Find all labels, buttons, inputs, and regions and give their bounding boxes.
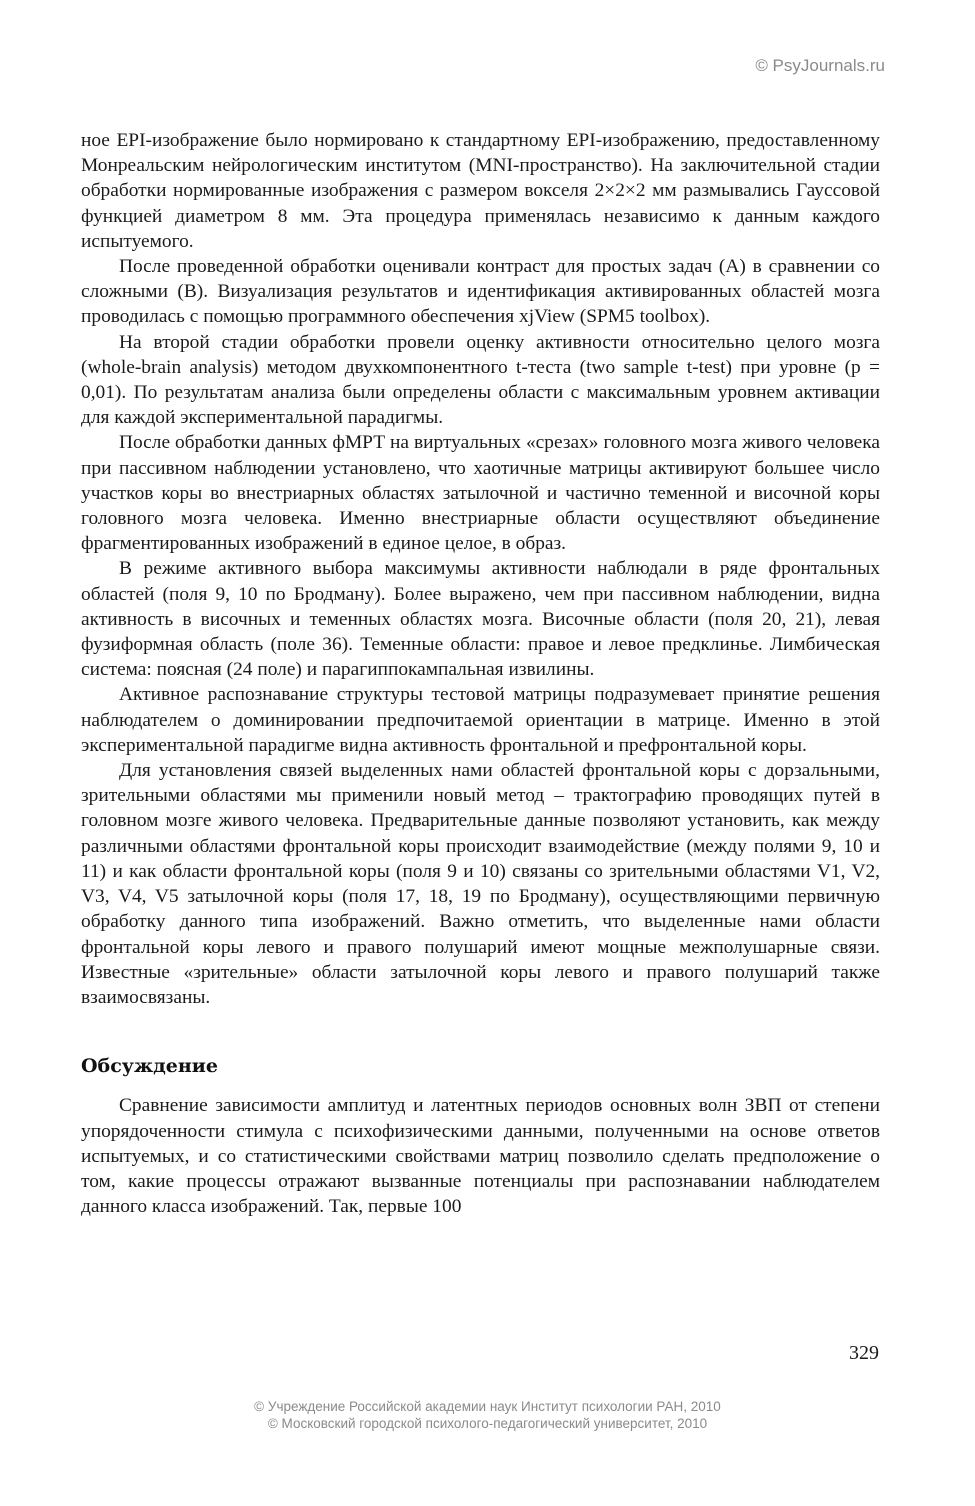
paragraph: После проведенной обработки оценивали контраст для простых задач (А) в сравнении со сложными (В). Визуализация результатов и идентификация активированных областей мозга проводилась с помощью программного обеспечения xjView (SPM5 toolbox). <box>81 256 880 328</box>
paragraph: Активное распознавание структуры тестовой матрицы подразумевает принятие решения наблюдателем о доминировании предпочитаемой ориентации в матрице. Именно в этой экспериментальной парадигме видна активность фронтальной и префронтальной коры. <box>81 684 880 756</box>
copyright-footer <box>0 1398 975 1432</box>
copyright-line-institute: © Учреждение Российской академии наук Институт психологии РАН, 2010 <box>254 1399 721 1414</box>
paragraph: После обработки данных фМРТ на виртуальных «срезах» головного мозга живого человека при пассивном наблюдении установлено, что хаотичные матрицы активируют большее число участков коры во внестриарных областях затылочной и частично теменной и височной коры головного мозга человека. Именно внестриарные области осуществляют объединение фрагментированных изображений в единое целое, в образ. <box>81 432 880 555</box>
article-body <box>81 128 880 1219</box>
psyjournals-watermark: © PsyJournals.ru <box>755 56 885 75</box>
paragraph: Сравнение зависимости амплитуд и латентных периодов основных волн ЗВП от степени упорядоченности стимула с психофизическими данными, полученными на основе ответов испытуемых, и со статистическими свойствами матриц позволило сделать предположение о том, какие процессы отражают вызванные потенциалы при распознавании наблюдателем данного класса изображений. Так, первые 100 <box>81 1095 880 1218</box>
paragraph: ное EPI-изображение было нормировано к стандартному EPI-изображению, предоставленному Монреальским нейрологическим институтом (MNI-пространство). На заключительной стадии обработки нормированные изображения с размером вокселя 2×2×2 мм размывались Гауссовой функцией диаметром 8 мм. Эта процедура применялась независимо к данным каждого испытуемого. <box>81 130 880 252</box>
section-heading-discussion: Обсуждение <box>81 1055 218 1078</box>
copyright-line-university: © Московский городской психолого-педагогический университет, 2010 <box>267 1416 708 1431</box>
page-number: 329 <box>849 1342 879 1364</box>
paragraph: Для установления связей выделенных нами областей фронтальной коры с дорзальными, зрительными областями мы применили новый метод – трактографию проводящих путей в головном мозге живого человека. Предварительные данные позволяют установить, как между различными областями фронтальной коры происходит взаимодействие (между полями 9, 10 и 11) и как области фронтальной коры (поля 9 и 10) связаны со зрительными областями V1, V2, V3, V4, V5 затылочной коры (поля 17, 18, 19 по Бродману), осуществляющими первичную обработку данного типа изображений. Важно отметить, что выделенные нами области фронтальной коры левого и правого полушарий имеют мощные межполушарные связи. Известные «зрительные» области затылочной коры левого и правого полушарий также взаимосвязаны. <box>81 760 880 1008</box>
paragraph: На второй стадии обработки провели оценку активности относительно целого мозга (whole-brain analysis) методом двухкомпонентного t-теста (two sample t-test) при уровне (p = 0,01). По результатам анализа были определены области с максимальным уровнем активации для каждой экспериментальной парадигмы. <box>81 331 880 429</box>
paragraph: В режиме активного выбора максимумы активности наблюдали в ряде фронтальных областей (поля 9, 10 по Бродману). Более выражено, чем при пассивном наблюдении, видна активность в височных и теменных областях мозга. Височные области (поля 20, 21), левая фузиформная область (поле 36). Теменные области: правое и левое предклинье. Лимбическая система: поясная (24 поле) и парагиппокампальная извилины. <box>81 558 880 681</box>
